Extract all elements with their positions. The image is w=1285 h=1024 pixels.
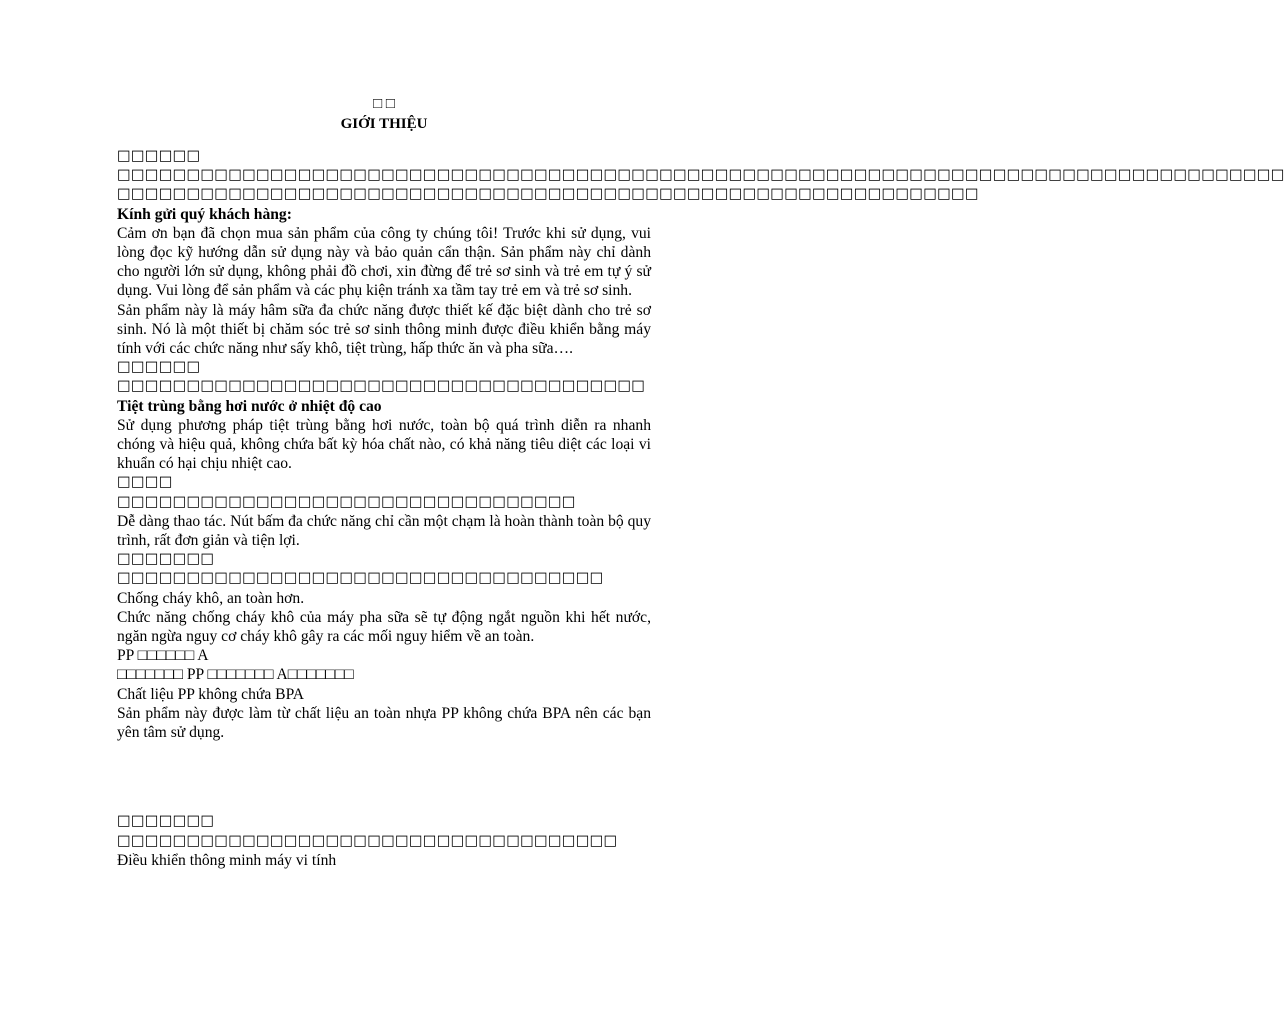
paragraph: Chống cháy khô, an toàn hơn.	[117, 589, 305, 607]
chinese-paragraph: □□□□□□□□□□□□□□□□□□□□□□□□□□□□□□□□□□□□□□	[117, 378, 646, 395]
paragraph: Sản phẩm này được làm từ chất liệu an toàn nhựa PP không chứa BPA nên các bạn yên tâm sử dụng.	[117, 704, 651, 742]
chinese-paragraph: □□□□□□	[117, 359, 201, 376]
section-heading: Tiệt trùng bằng hơi nước ở nhiệt độ cao	[117, 397, 382, 415]
paragraph: Chức năng chống cháy khô của máy pha sữa sẽ tự động ngắt nguồn khi hết nước, ngăn ngừa nguy cơ cháy khô gây ra các mối nguy hiểm về an toàn.	[117, 608, 651, 646]
chinese-paragraph: □□□□□□□□□□□□□□□□□□□□□□□□□□□□□□□□□□□	[117, 570, 604, 587]
chinese-paragraph: □□□□	[117, 474, 173, 491]
paragraph: Điều khiển thông minh máy vi tính	[117, 851, 337, 869]
chinese-paragraph: □□□□□□□□□□□□□□□□□□□□□□□□□□□□□□□□□□□□□□□□□□□□□□□□□□□□□□□□□□□□□□	[117, 186, 979, 203]
paragraph: Sản phẩm này là máy hâm sữa đa chức năng được thiết kế đặc biệt dành cho trẻ sơ sinh. Nó là một thiết bị chăm sóc trẻ sơ sinh thông minh được điều khiển bằng máy tính với các chức năng như sấy khô, tiệt trùng, hấp thức ăn và pha sữa….	[117, 301, 651, 358]
page-title: GIỚI THIỆU	[340, 116, 428, 132]
chinese-paragraph: □□□□□□□□□□□□□□□□□□□□□□□□□□□□□□□□□	[117, 493, 576, 510]
paragraph-spacer	[117, 758, 651, 796]
chinese-paragraph: □□□□□□□	[117, 551, 215, 568]
chinese-paragraph: □□□□□□□□□□□□□□□□□□□□□□□□□□□□□□□□□□□□	[117, 832, 618, 849]
document-body	[117, 147, 1285, 870]
chinese-paragraph: □□□□□□□□□□□□□□□□□□□□□□□□□□□□□□□□□□□□□□□□□□□□□□□□□□□□□□□□□□□□□□□□□□□□□□□□□□□□□□□□□□□□	[117, 167, 1285, 184]
chinese-title: □ □	[373, 96, 395, 112]
chinese-paragraph: □□□□□□□	[117, 813, 215, 830]
paragraph: □□□□□□□ PP □□□□□□□ A□□□□□□□	[117, 666, 354, 684]
document-page	[117, 94, 1285, 870]
paragraph: Cảm ơn bạn đã chọn mua sản phẩm của công ty chúng tôi! Trước khi sử dụng, vui lòng đọc kỹ hướng dẫn sử dụng này và bảo quản cẩn thận. Sản phẩm này chỉ dành cho người lớn sử dụng, không phải đồ chơi, xin đừng để trẻ sơ sinh và trẻ em tự ý sử dụng. Vui lòng để sản phẩm và các phụ kiện tránh xa tầm tay trẻ em và trẻ sơ sinh.	[117, 224, 651, 300]
paragraph: Dễ dàng thao tác. Nút bấm đa chức năng chỉ cần một chạm là hoàn thành toàn bộ quy trình, rất đơn giản và tiện lợi.	[117, 512, 651, 550]
paragraph: PP □□□□□□ A	[117, 647, 209, 665]
paragraph: Chất liệu PP không chứa BPA	[117, 685, 305, 703]
chinese-paragraph: □□□□□□	[117, 148, 201, 164]
section-heading: Kính gửi quý khách hàng:	[117, 205, 292, 223]
paragraph: Sử dụng phương pháp tiệt trùng bằng hơi nước, toàn bộ quá trình diễn ra nhanh chóng và hiệu quả, không chứa bất kỳ hóa chất nào, có khả năng tiêu diệt các loại vi khuẩn có hại chịu nhiệt cao.	[117, 416, 651, 473]
